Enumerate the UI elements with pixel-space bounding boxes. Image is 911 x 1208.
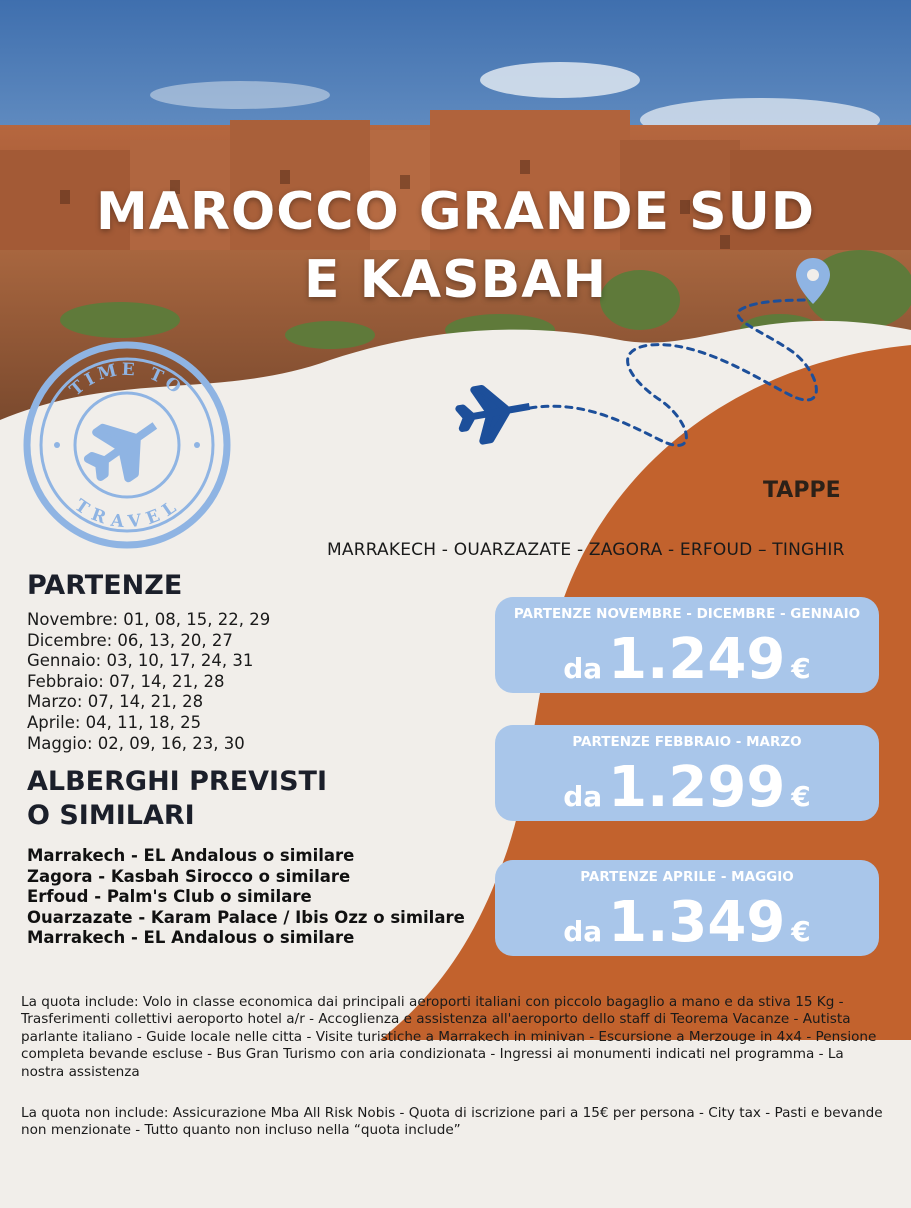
departure-dates-list	[27, 610, 270, 754]
location-pin-icon	[796, 258, 830, 304]
departure-date-item: Febbraio: 07, 14, 21, 28	[27, 671, 225, 691]
hotel-item: Marrakech - EL Andalous o similare	[27, 846, 355, 865]
hotel-item: Marrakech - EL Andalous o similare	[27, 928, 355, 948]
departure-date-item: Dicembre: 06, 13, 20, 27	[27, 630, 233, 650]
airplane-icon	[456, 381, 534, 444]
svg-text:TRAVEL	[71, 495, 183, 532]
departure-date-item: Marzo: 07, 14, 21, 28	[27, 692, 204, 712]
price-card-label: PARTENZE APRILE - MAGGIO	[580, 869, 794, 885]
price-prefix: da	[563, 780, 603, 813]
hotel-list	[27, 846, 465, 949]
stamp-top-text: TIME TO	[66, 359, 188, 401]
departure-date-item: Maggio: 02, 09, 16, 23, 30	[27, 733, 245, 753]
price-prefix: da	[563, 652, 603, 685]
price-card-nov-dic-gen	[495, 597, 879, 693]
alberghi-heading-line-1: ALBERGHI PREVISTI	[27, 766, 327, 797]
price-card-feb-mar	[495, 725, 879, 821]
quota-include-text: La quota include: Volo in classe economica dai principali aeroporti italiani con piccolo bagaglio a mano e da stiva 15 Kg - Trasferimenti collettivi aeroporto hotel a/r - Accoglienza e assistenza all'aeroporto dello staff di Teorema Vacanze - Autista parlante italiano - Guide locale nelle citta - Visite turistiche a Marrakech in minivan - Escursione a Merzouge in 4x4 - Pensione completa bevande escluse - Bus Gran Turismo con aria condizionata - Ingressi ai monumenti indicati nel programma - La nostra assistenza	[21, 994, 877, 1080]
price-card-apr-mag	[495, 860, 879, 956]
alberghi-heading	[27, 765, 327, 833]
alberghi-heading-line-2: O SIMILARI	[27, 800, 195, 831]
departure-date-item: Gennaio: 03, 10, 17, 24, 31	[27, 651, 254, 671]
price-currency: €	[791, 652, 811, 685]
time-to-travel-stamp	[22, 340, 232, 550]
price-card-label: PARTENZE NOVEMBRE - DICEMBRE - GENNAIO	[513, 606, 861, 622]
hotel-item: Zagora - Kasbah Sirocco o similare	[27, 866, 351, 886]
price-card-label: PARTENZE FEBBRAIO - MARZO	[572, 734, 802, 750]
partenze-heading: PARTENZE	[27, 570, 183, 601]
stamp-airplane-icon	[78, 403, 171, 491]
stamp-bottom-text: TRAVEL	[70, 495, 184, 533]
title-line-1: MAROCCO GRANDE SUD	[96, 182, 815, 242]
hotel-item: Ouarzazate - Karam Palace / Ibis Ozz o similare	[27, 907, 465, 927]
price-amount: 1.249	[608, 627, 786, 692]
quota-non-include-text: La quota non include: Assicurazione Mba All Risk Nobis - Quota di iscrizione pari a 15€ per persona - City tax - Pasti e bevande non menzionate - Tutto quanto non incluso nella “quota include”	[21, 1105, 883, 1139]
price-currency: €	[791, 780, 811, 813]
title-line-2: E KASBAH	[303, 250, 607, 310]
departure-date-item: Aprile: 04, 11, 18, 25	[27, 712, 202, 732]
hotel-item: Erfoud - Palm's Club o similare	[27, 887, 312, 907]
price-prefix: da	[563, 915, 603, 948]
price-amount: 1.349	[608, 890, 786, 955]
price-amount: 1.299	[608, 755, 786, 820]
tappe-route: MARRAKECH - OUARZAZATE - ZAGORA - ERFOUD – TINGHIR	[327, 540, 845, 560]
departure-date-item: Novembre: 01, 08, 15, 22, 29	[27, 610, 271, 629]
price-currency: €	[791, 915, 811, 948]
dotted-route-line	[530, 300, 816, 445]
tappe-heading: TAPPE	[763, 478, 841, 503]
